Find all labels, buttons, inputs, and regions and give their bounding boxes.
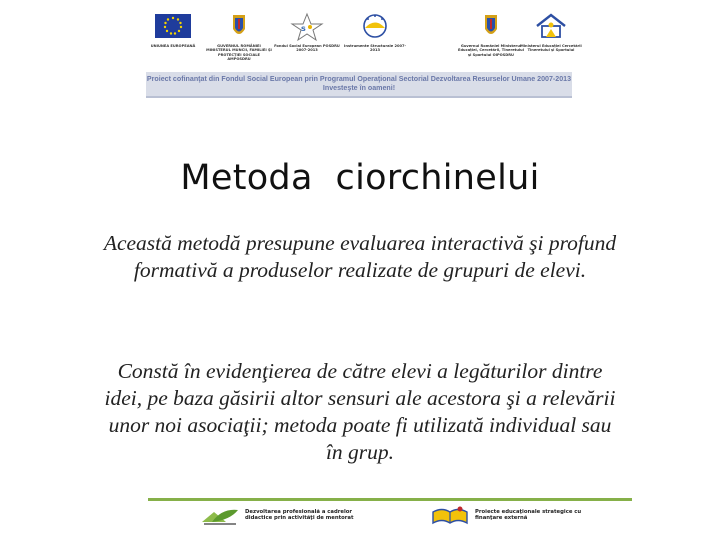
romania-coat-of-arms-icon [219,12,259,42]
funding-banner [146,72,572,98]
education-ministry-house-icon [531,12,571,42]
fse-logo-icon [287,12,327,42]
book-leaf-icon [200,504,240,526]
government-logo [206,12,272,61]
eu-logo [140,12,206,48]
structural-funds-logo-icon [355,12,395,42]
logo-caption: UNIUNEA EUROPEANĂ [150,44,196,48]
education-government-logo [458,12,524,57]
ministry-logo [518,12,584,53]
banner-text: Proiect cofinanţat din Fondul Social European prin Programul Operaţional Sectorial Dezvoltarea Resurselor Umane 2007-2013 [146,75,572,83]
logo-caption: Ministerul Educaţiei Cercetării Tineretului şi Sportului [520,44,582,53]
logo-caption: Instrumente Structurale 2007-2013 [344,44,406,53]
header-logos-strip [146,12,582,96]
footer-text: Dezvoltarea profesională a cadrelor didactice prin activităţi de mentorat [245,508,354,521]
footer-project-1 [200,504,357,526]
logo-caption: Guvernul României Ministerul Educaţiei, Cercetării, Tineretului şi Sportului OIPOSDRU [458,44,524,57]
slide-title: Metoda ciorchinelui [180,158,540,198]
footer-text: Proiecte educaţionale strategice cu finanţare externă [475,508,582,521]
romania-coat-of-arms-icon [471,12,511,42]
footer-divider [148,498,632,501]
structural-funds-logo [342,12,408,53]
eu-flag-icon [153,12,193,42]
footer-project-2 [430,504,587,526]
slide-paragraph-2: Constă în evidenţierea de către elevi a legăturilor dintre idei, pe baza găsirii altor sensuri ale acestora şi a relevării unor noi asociaţii; metoda poate fi utilizată individual sau în grup. [104,359,616,464]
fse-logo [274,12,340,53]
open-book-icon [430,504,470,526]
banner-slogan: Investeşte în oameni! [322,84,396,92]
slide-paragraph-1: Această metodă presupune evaluarea interactivă şi profund formativă a produselor realizate de grupuri de elevi. [103,231,617,282]
logo-caption: Fondul Social European POSDRU 2007-2013 [274,44,340,53]
logo-caption: GUVERNUL ROMÂNIEI MINISTERUL MUNCII, FAMILIEI ŞI PROTECŢIEI SOCIALE AMPOSDRU [206,44,272,61]
svg-text:s: s [301,24,306,33]
